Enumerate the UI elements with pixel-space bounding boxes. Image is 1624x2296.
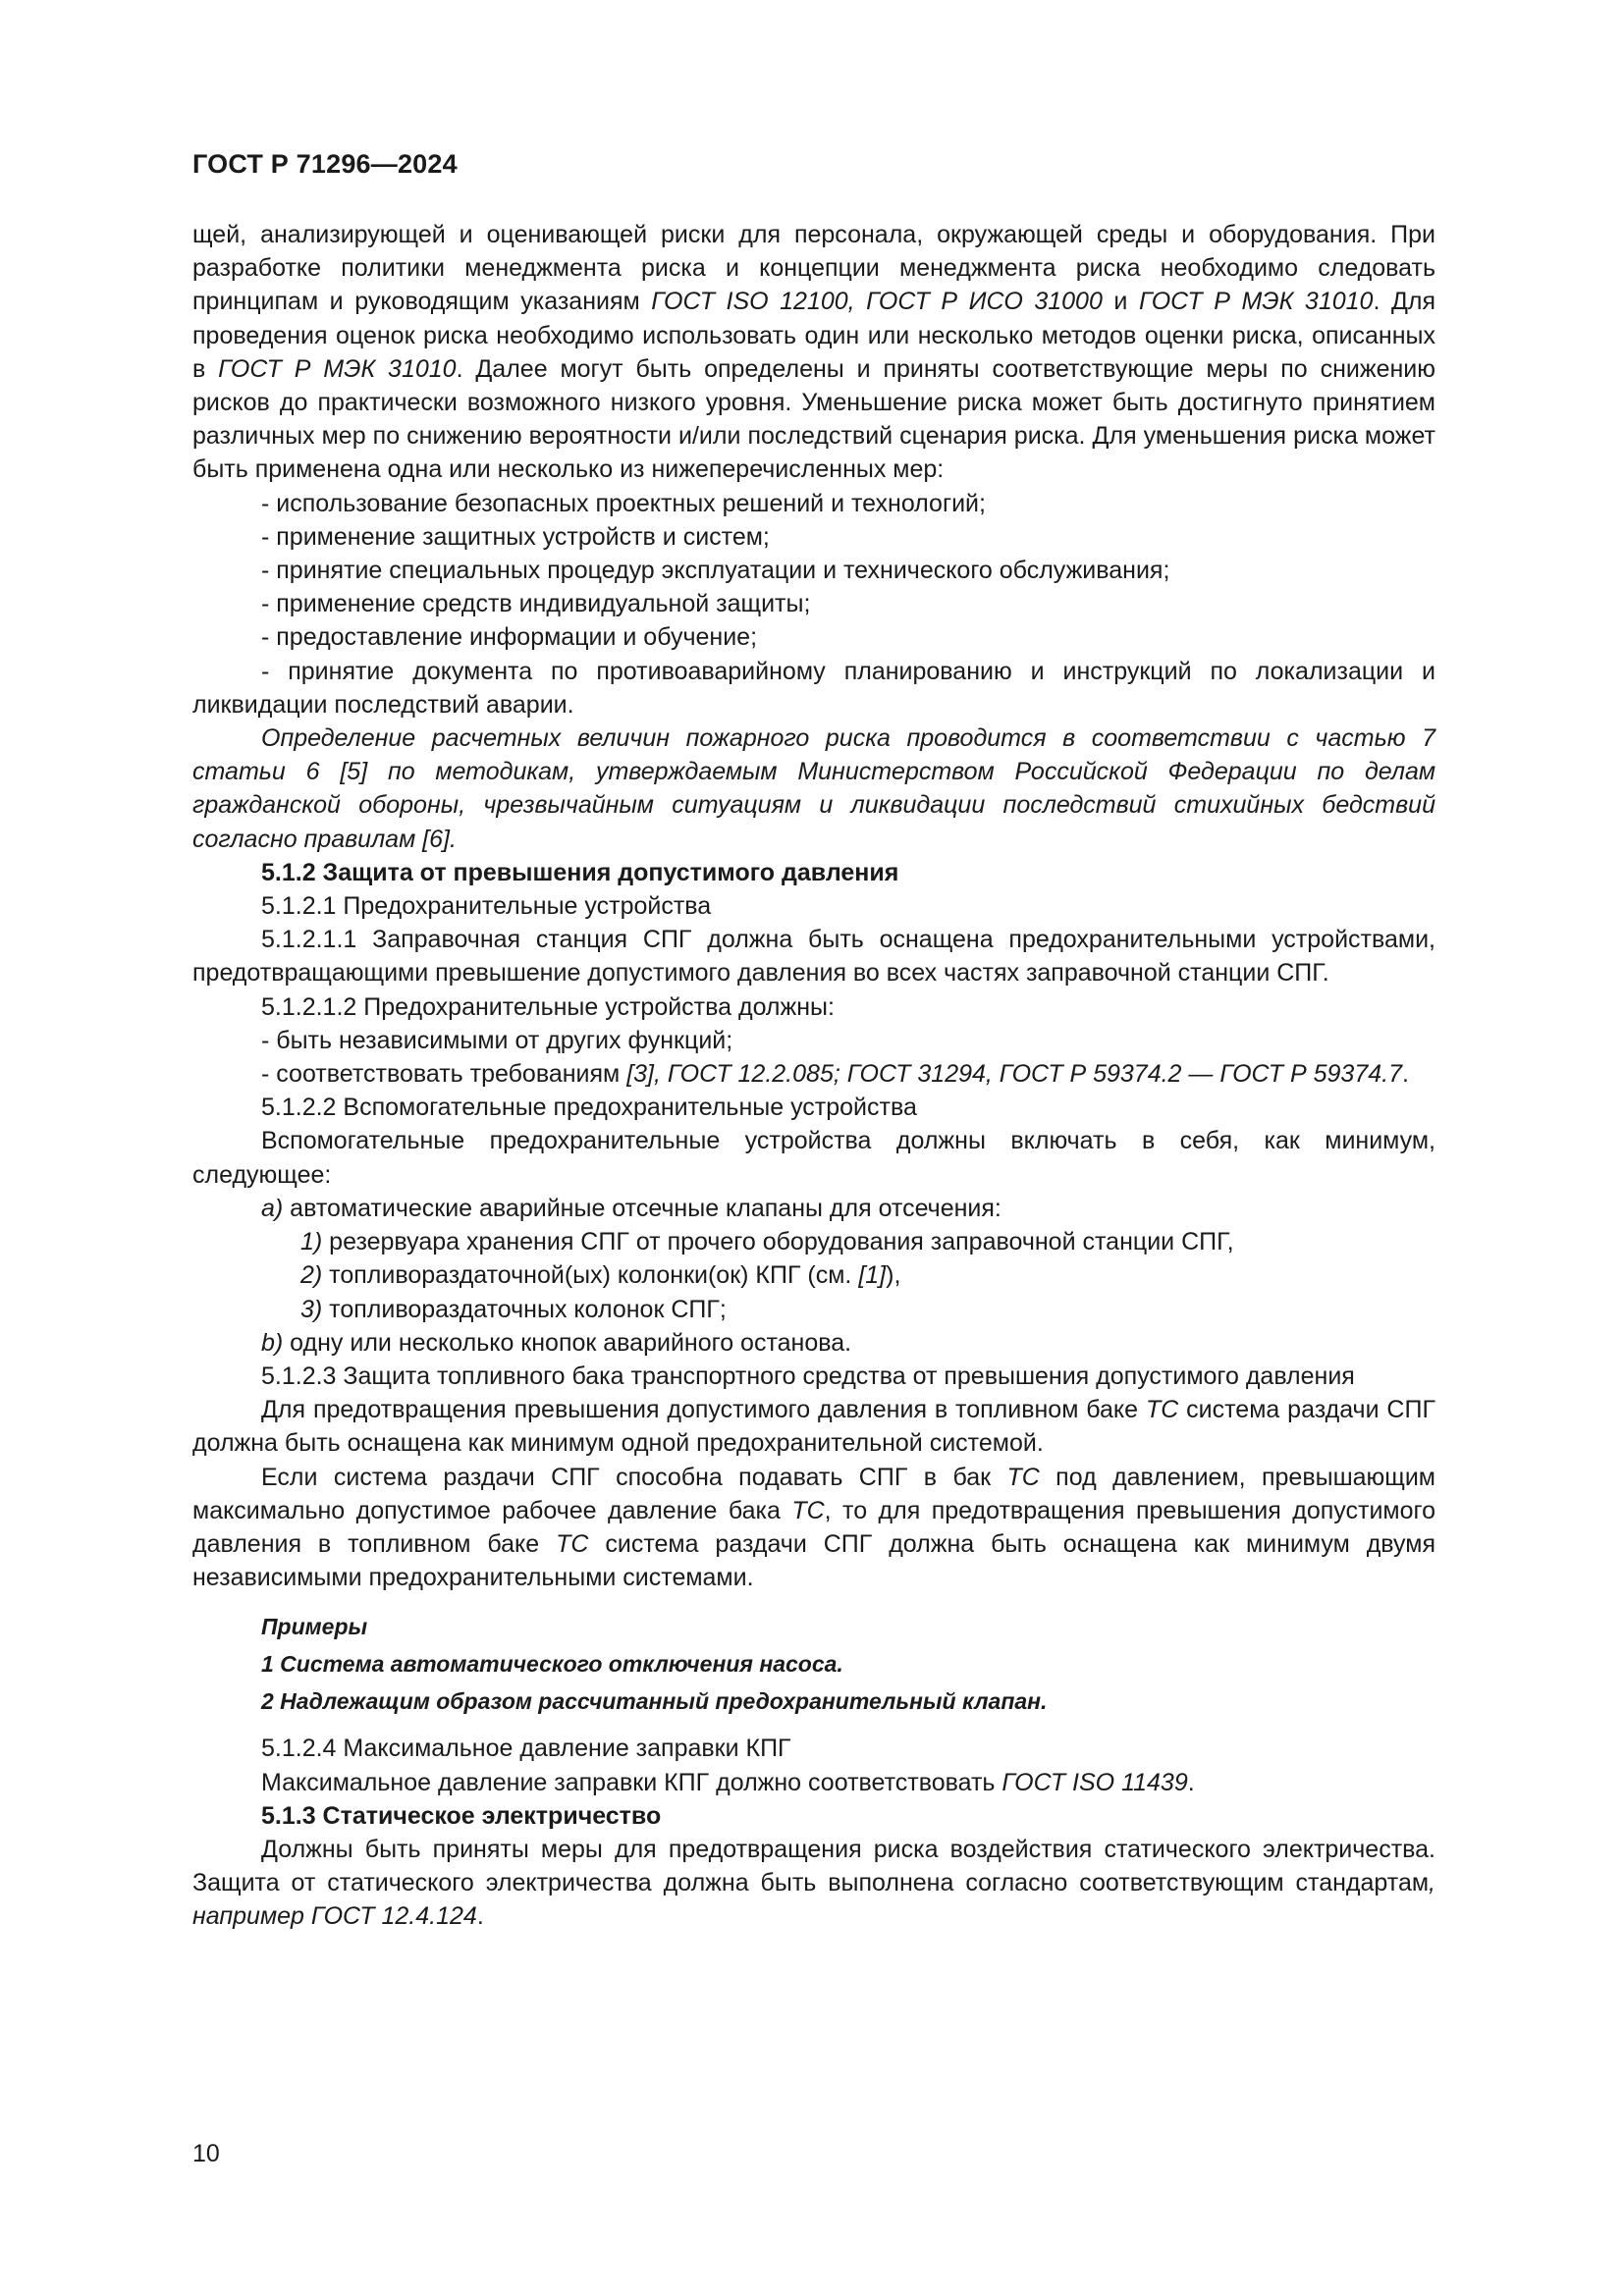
fire-risk-note: Определение расчетных величин пожарного риска проводится в соответствии с частью 7 статьи 6 [5] по методикам, утверждаемым Министерством Российской Федерации по делам гражданской обороны, чрезвычайным ситуациям и ликвидации последствий стихийных бедствий согласно правилам [6].: [192, 724, 1435, 853]
standard-reference: ГОСТ Р МЭК 31010: [218, 354, 457, 383]
paragraph-5-1-2-4: [192, 1766, 1435, 1799]
text-run: ),: [886, 1261, 901, 1290]
text-run: Для предотвращения превышения допустимого давления в топливном баке: [261, 1396, 1146, 1424]
sub-list-item: [192, 1225, 1435, 1258]
list-marker: 1): [300, 1228, 323, 1256]
list-marker: 2): [300, 1261, 323, 1290]
text-run: Должны быть приняты меры для предотвращения риска воздействия статического электричества. Защита от статического электричества должна быть выполнена согласно соответствующим стандартам: [192, 1835, 1435, 1897]
text-run: топливораздаточной(ых) колонки(ок) КПГ (см.: [322, 1261, 859, 1290]
text-run: топливораздаточных колонок СПГ;: [322, 1295, 727, 1323]
text-run: . Для проведения оценок риска необходимо использовать один или несколько методов оценки риска, описанных в: [192, 288, 1436, 383]
text-run: под давлением, превышающим максимально допустимое рабочее давление бака: [192, 1463, 1435, 1524]
text-run: - соответствовать требованиям: [261, 1060, 627, 1089]
subsection-heading-5-1-2-4: 5.1.2.4 Максимальное давление заправки КПГ: [261, 1735, 791, 1763]
list-marker: b): [261, 1328, 284, 1357]
text-run: Максимальное давление заправки КПГ должно соответствовать: [261, 1768, 1002, 1796]
text-run: одну или несколько кнопок аварийного останова.: [283, 1328, 852, 1357]
list-marker: а): [261, 1194, 284, 1222]
section-heading-5-1-3: 5.1.3 Статическое электричество: [261, 1801, 662, 1830]
paragraph-5-1-2-2-intro: Вспомогательные предохранительные устройства должны включать в себя, как минимум, следующее:: [192, 1127, 1435, 1189]
text-run: . Далее могут быть определены и приняты соответствующие меры по снижению рисков до практически возможного низкого уровня. Уменьшение риска может быть достигнуто принятием различных мер по снижению вероятности и/или последствий сценария риска. Для уменьшения риска может быть применена одна или несколько из нижеперечисленных мер:: [192, 354, 1435, 484]
list-item: - использование безопасных проектных решений и технологий;: [261, 489, 986, 517]
abbreviation: ТС: [1145, 1396, 1179, 1424]
subsection-heading-5-1-2-3: 5.1.2.3 Защита топливного бака транспортного средства от превышения допустимого давления: [261, 1362, 1355, 1390]
abbreviation: ТС: [556, 1529, 589, 1558]
section-heading-5-1-2: 5.1.2 Защита от превышения допустимого давления: [261, 858, 899, 886]
requirement-item: [192, 1057, 1435, 1091]
text-run: .: [1187, 1768, 1195, 1796]
subsection-heading-5-1-2-1: 5.1.2.1 Предохранительные устройства: [261, 892, 712, 921]
abbreviation: ТС: [791, 1496, 825, 1524]
text-run: Если система раздачи СПГ способна подавать СПГ в бак: [261, 1463, 1007, 1491]
text-run: резервуара хранения СПГ от прочего оборудования заправочной станции СПГ,: [322, 1228, 1234, 1256]
list-item: - принятие специальных процедур эксплуатации и технического обслуживания;: [261, 557, 1170, 585]
paragraph-5-1-2-1-2: 5.1.2.1.2 Предохранительные устройства должны:: [261, 992, 835, 1021]
document-header: ГОСТ Р 71296—2024: [192, 149, 458, 179]
text-run: , то для предотвращения превышения допустимого давления в топливном баке: [192, 1496, 1435, 1558]
subsection-heading-5-1-2-2: 5.1.2.2 Вспомогательные предохранительные устройства: [261, 1094, 917, 1122]
example-item: 1 Система автоматического отключения насоса.: [261, 1651, 843, 1678]
standard-reference: ГОСТ ISO 12100, ГОСТ Р ИСО 31000: [651, 288, 1103, 316]
list-marker: 3): [300, 1295, 323, 1323]
text-run: .: [1401, 1060, 1409, 1089]
paragraph-5-1-2-3-a: [192, 1393, 1435, 1460]
standard-reference: ГОСТ ISO 11439: [1001, 1768, 1188, 1796]
text-run: и: [1102, 288, 1139, 316]
intro-paragraph: [192, 218, 1435, 487]
examples-heading: Примеры: [261, 1614, 368, 1640]
requirement-item: - быть независимыми от других функций;: [261, 1026, 733, 1054]
paragraph-5-1-2-3-b: [192, 1461, 1435, 1595]
list-item: - принятие документа по противоаварийному планированию и инструкций по локализации и ликвидации последствий аварии.: [192, 657, 1435, 719]
standard-reference: ГОСТ Р МЭК 31010: [1138, 288, 1374, 316]
list-item: - предоставление информации и обучение;: [261, 623, 758, 652]
abbreviation: ТС: [1006, 1463, 1040, 1491]
paragraph-5-1-2-1-1: 5.1.2.1.1 Заправочная станция СПГ должна быть оснащена предохранительными устройствами, предотвращающими превышение допустимого давления во всех частях заправочной станции СПГ.: [192, 926, 1435, 988]
page-number: 10: [192, 2140, 220, 2167]
paragraph-5-1-3: [192, 1833, 1435, 1934]
list-item-b: [192, 1326, 1435, 1360]
sub-list-item: [192, 1258, 1435, 1292]
bibliography-reference: [1]: [858, 1261, 887, 1290]
text-run: система раздачи СПГ должна быть оснащена как минимум двумя независимыми предохранительными системами.: [192, 1529, 1435, 1592]
text-run: .: [476, 1902, 484, 1931]
text-run: щей, анализирующей и оценивающей риски для персонала, окружающей среды и оборудования. При разработке политики менеджмента риска и концепции менеджмента риска необходимо следовать принципам и руководящим указаниям: [192, 221, 1435, 316]
list-item: - применение защитных устройств и систем;: [261, 522, 770, 551]
text-run: система раздачи СПГ должна быть оснащена как минимум одной предохранительной системой.: [192, 1396, 1435, 1458]
text-run: автоматические аварийные отсечные клапаны для отсечения:: [283, 1194, 1001, 1222]
sub-list-item: [192, 1293, 1435, 1326]
list-item: - применение средств индивидуальной защиты;: [261, 590, 811, 618]
page-content: [192, 218, 1435, 1934]
standard-reference: , например ГОСТ 12.4.124: [192, 1869, 1435, 1931]
example-item: 2 Надлежащим образом рассчитанный предохранительный клапан.: [261, 1688, 1048, 1715]
standard-reference: [3], ГОСТ 12.2.085; ГОСТ 31294, ГОСТ Р 59374.2 — ГОСТ Р 59374.7: [626, 1060, 1402, 1089]
list-item-a: [192, 1192, 1435, 1225]
